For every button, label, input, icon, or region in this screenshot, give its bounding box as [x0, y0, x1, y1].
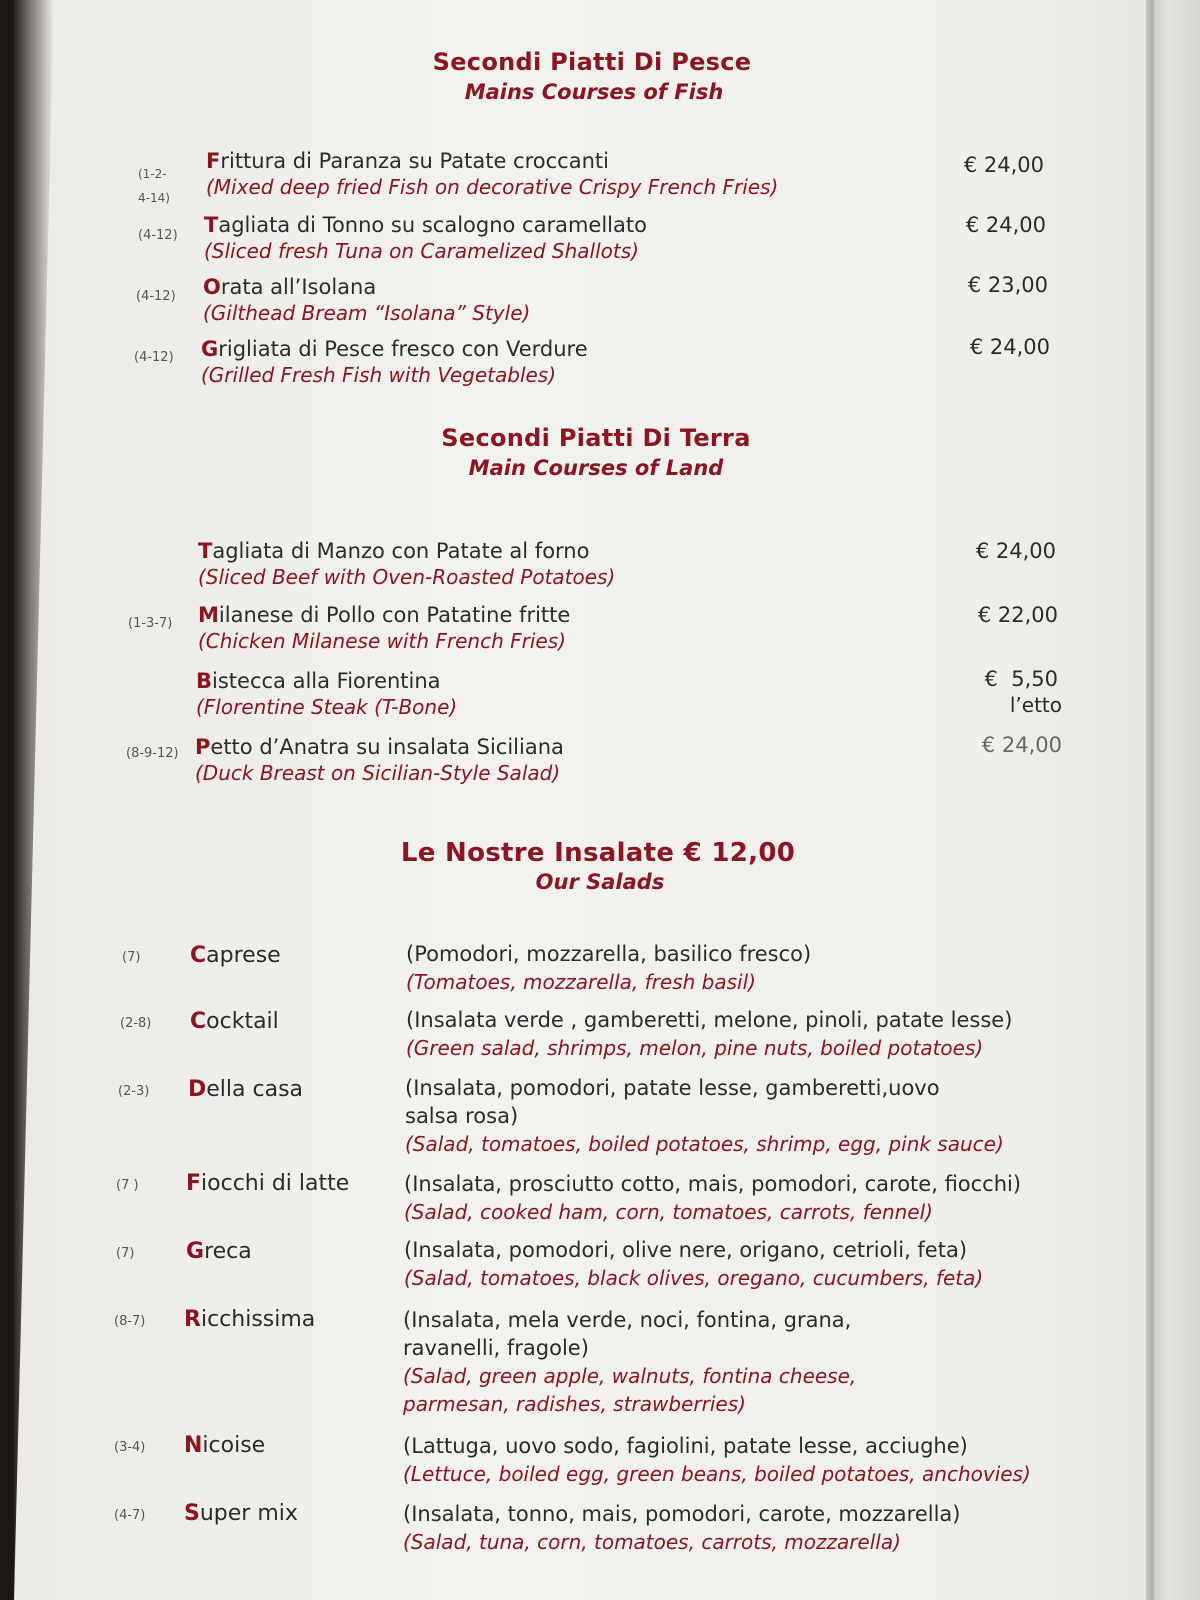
allergen-codes: (7)	[122, 950, 141, 965]
allergen-codes: (7 )	[116, 1178, 139, 1193]
allergen-codes: (8-7)	[114, 1314, 146, 1329]
dish-name-italian: Grigliata di Pesce fresco con Verdure	[201, 337, 588, 361]
salad-ingredients-english: (Tomatoes, mozzarella, fresh basil)	[406, 970, 756, 994]
dish-price: € 24,00	[963, 153, 1044, 177]
dish-price: € 24,00	[975, 539, 1056, 563]
allergen-codes: (1-2- 4-14)	[138, 167, 170, 205]
salad-name: Della casa	[188, 1077, 304, 1102]
dish-price: € 5,50	[984, 667, 1058, 691]
dish-name-english: (Sliced fresh Tuna on Caramelized Shallots)	[204, 239, 639, 263]
dish-name-italian: Frittura di Paranza su Patate croccanti	[206, 149, 609, 173]
dish-name-english: (Chicken Milanese with French Fries)	[198, 629, 566, 653]
dish-name-italian: Tagliata di Manzo con Patate al forno	[198, 539, 590, 563]
allergen-codes: (4-7)	[114, 1508, 146, 1523]
dish-name-english: (Grilled Fresh Fish with Vegetables)	[201, 363, 557, 387]
fish-section-title: Secondi Piatti Di Pesce	[432, 48, 752, 76]
salad-name: Cocktail	[190, 1009, 279, 1034]
dish-name-italian: Bistecca alla Fiorentina	[196, 669, 441, 693]
salads-section-title: Le Nostre Insalate € 12,00	[400, 838, 796, 868]
dish-name-english: (Duck Breast on Sicilian-Style Salad)	[195, 761, 561, 785]
salad-name: Ricchissima	[184, 1307, 316, 1332]
salad-name: Super mix	[184, 1501, 298, 1526]
fish-section-subtitle: Mains Courses of Fish	[464, 80, 724, 104]
dish-price: € 23,00	[967, 273, 1048, 297]
salad-ingredients-english: (Salad, tomatoes, black olives, oregano, cucumbers, feta)	[404, 1266, 984, 1290]
salad-ingredients-italian: (Insalata, pomodori, olive nere, origano, cetrioli, feta)	[404, 1238, 968, 1262]
dish-name-english: (Sliced Beef with Oven-Roasted Potatoes)	[198, 565, 616, 589]
salad-ingredients-italian: (Lattuga, uovo sodo, fagiolini, patate lesse, acciughe)	[403, 1434, 968, 1458]
dish-name-english: (Florentine Steak (T-Bone)	[196, 695, 458, 719]
salad-name: Nicoise	[184, 1433, 266, 1458]
facing-page	[1152, 0, 1200, 1600]
dish-name-english: (Mixed deep fried Fish on decorative Crispy French Fries)	[206, 175, 779, 199]
price-unit: l’etto	[1009, 693, 1062, 717]
allergen-codes: (4-12)	[134, 350, 174, 365]
salad-ingredients-english: (Salad, tuna, corn, tomatoes, carrots, mozzarella)	[403, 1530, 901, 1554]
dish-price: € 24,00	[965, 213, 1046, 237]
salad-name: Caprese	[190, 943, 281, 968]
salad-ingredients-italian: (Insalata, mela verde, noci, fontina, grana, ravanelli, fragole)	[403, 1308, 852, 1360]
dish-name-italian: Petto d’Anatra su insalata Siciliana	[195, 735, 564, 759]
salad-name: Fiocchi di latte	[186, 1171, 350, 1196]
land-section-subtitle: Main Courses of Land	[468, 456, 724, 480]
salad-ingredients-english: (Green salad, shrimps, melon, pine nuts, boiled potatoes)	[406, 1036, 984, 1060]
dish-name-english: (Gilthead Bream “Isolana” Style)	[203, 301, 531, 325]
salad-ingredients-italian: (Insalata, prosciutto cotto, mais, pomodori, carote, fiocchi)	[404, 1172, 1022, 1196]
dish-price: € 24,00	[981, 733, 1062, 757]
salad-ingredients-english: (Salad, cooked ham, corn, tomatoes, carrots, fennel)	[404, 1200, 933, 1224]
dish-price: € 22,00	[977, 603, 1058, 627]
allergen-codes: (1-3-7)	[128, 616, 173, 631]
salad-ingredients-italian: (Pomodori, mozzarella, basilico fresco)	[406, 942, 812, 966]
allergen-codes: (7)	[116, 1246, 135, 1261]
land-section-title: Secondi Piatti Di Terra	[441, 424, 751, 452]
salad-ingredients-english: (Salad, tomatoes, boiled potatoes, shrimp, egg, pink sauce)	[405, 1132, 1004, 1156]
allergen-codes: (2-3)	[118, 1084, 150, 1099]
salad-ingredients-english: (Salad, green apple, walnuts, fontina cheese, parmesan, radishes, strawberries)	[403, 1364, 857, 1416]
salad-ingredients-english: (Lettuce, boiled egg, green beans, boiled potatoes, anchovies)	[403, 1462, 1031, 1486]
allergen-codes: (3-4)	[114, 1440, 146, 1455]
salads-section-subtitle: Our Salads	[535, 870, 665, 894]
salad-ingredients-italian: (Insalata, pomodori, patate lesse, gamberetti,uovo salsa rosa)	[405, 1076, 940, 1128]
salad-ingredients-italian: (Insalata verde , gamberetti, melone, pinoli, patate lesse)	[406, 1008, 1013, 1032]
allergen-codes: (4-12)	[138, 228, 178, 243]
dish-price: € 24,00	[969, 335, 1050, 359]
salad-name: Greca	[186, 1239, 252, 1264]
dish-name-italian: Tagliata di Tonno su scalogno caramellato	[204, 213, 647, 237]
salad-ingredients-italian: (Insalata, tonno, mais, pomodori, carote, mozzarella)	[403, 1502, 961, 1526]
allergen-codes: (2-8)	[120, 1016, 152, 1031]
allergen-codes: (4-12)	[136, 289, 176, 304]
dish-name-italian: Milanese di Pollo con Patatine fritte	[198, 603, 571, 627]
dish-name-italian: Orata all’Isolana	[203, 275, 377, 299]
allergen-codes: (8-9-12)	[126, 746, 179, 761]
